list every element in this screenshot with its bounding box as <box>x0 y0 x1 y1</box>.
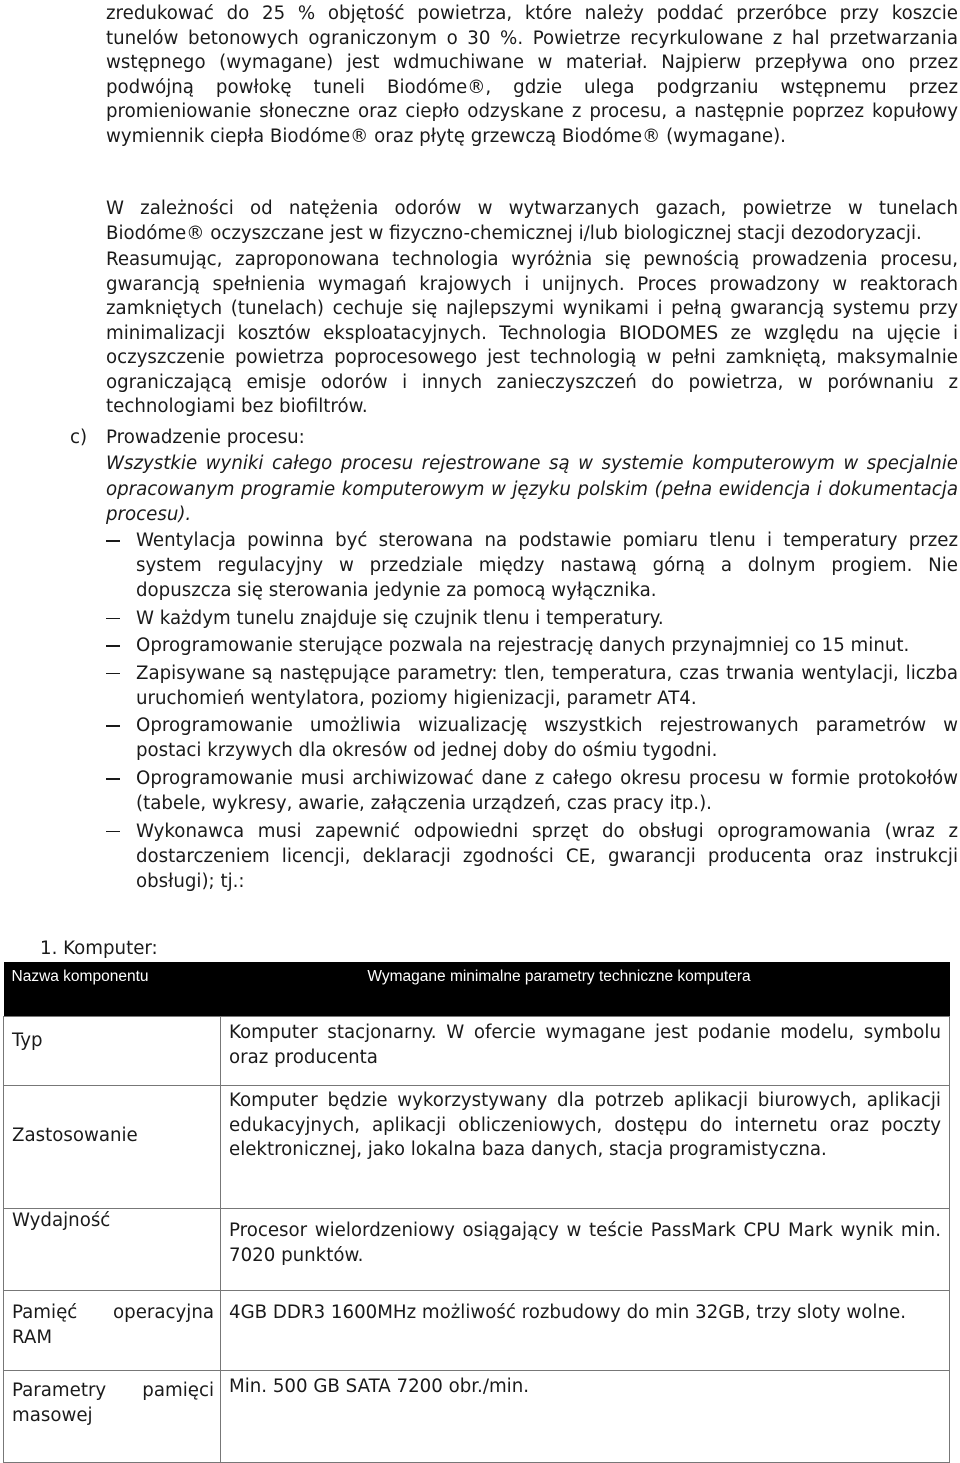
requirements-list <box>106 528 958 896</box>
row-value: Min. 500 GB SATA 7200 obr./min. <box>221 1371 950 1463</box>
dash-bullet-icon <box>106 831 120 833</box>
paragraph-summary: Reasumując, zaproponowana technologia wyróżnia się pewnością prowadzenia procesu, gwarancją spełnienia wymagań krajowych i unijnych. Proces prowadzony w reaktorach zamkniętych (tunelach) cechuje się najlepszymi wynikami i pełną gwarancją systemu przy minimalizacji kosztów eksploatacyjnych. Technologia BIODOMES ze względu na ujęcie i oczyszczenie powietrza poprocesowego jest technologią w pełni zamkniętą, maksymalnie ograniczającą emisje odorów i innych zanieczyszczeń do powietrza, w porównaniu z technologiami bez biofiltrów. <box>106 249 958 417</box>
row-name: Wydajność <box>4 1209 221 1291</box>
header-min-parameters: Wymagane minimalne parametry techniczne komputera <box>221 962 950 1017</box>
komputer-heading: 1. Komputer: <box>40 938 158 959</box>
list-item: Oprogramowanie umożliwia wizualizację wszystkich rejestrowanych parametrów w postaci krzywych dla okresów od jednej doby do ośmiu tygodni. <box>106 713 958 763</box>
list-item: Oprogramowanie sterujące pozwala na rejestrację danych przynajmniej co 15 minut. <box>106 633 958 658</box>
row-value: Procesor wielordzeniowy osiągający w teście PassMark CPU Mark wynik min. 7020 punktów. <box>221 1209 950 1291</box>
row-name: Parametry pamięci masowej <box>4 1371 221 1463</box>
row-name: Typ <box>4 1017 221 1086</box>
list-item: Oprogramowanie musi archiwizować dane z całego okresu procesu w formie protokołów (tabele, wykresy, awarie, załączenia urządzeń, czas pracy itp.). <box>106 766 958 816</box>
row-value: Komputer będzie wykorzystywany dla potrzeb aplikacji biurowych, aplikacji edukacyjnych, aplikacji obliczeniowych, dostępu do internetu oraz poczty elektronicznej, jako lokalna baza danych, stacja programistyczna. <box>221 1086 950 1209</box>
paragraph-deodorization: W zależności od natężenia odorów w wytwarzanych gazach, powietrze w tunelach Biodóme® oczyszczane jest w fizyczno-chemicznej i/lub biologicznej stacji dezodoryzacji. <box>106 198 958 244</box>
section-c-heading: Prowadzenie procesu: <box>106 427 305 448</box>
row-value: 4GB DDR3 1600MHz możliwość rozbudowy do min 32GB, trzy sloty wolne. <box>221 1291 950 1371</box>
list-item: Zapisywane są następujące parametry: tlen, temperatura, czas trwania wentylacji, liczba uruchomień wentylatora, poziomy higienizacji, parametr AT4. <box>106 661 958 711</box>
table-row <box>4 1371 950 1463</box>
row-name: Pamięć operacyjna RAM <box>4 1291 221 1371</box>
dash-bullet-icon <box>106 778 120 780</box>
row-value: Komputer stacjonarny. W ofercie wymagane jest podanie modelu, symbolu oraz producenta <box>221 1017 950 1086</box>
list-item: Wykonawca musi zapewnić odpowiedni sprzęt do obsługi oprogramowania (wraz z dostarczeniem licencji, deklaracji zgodności CE, gwarancji producenta oraz instrukcji obsługi); tj.: <box>106 819 958 894</box>
table-row <box>4 1017 950 1086</box>
list-item: Wentylacja powinna być sterowana na podstawie pomiaru tlenu i temperatury przez system regulacyjny w przedziale między nastawą górną a dolnym progiem. Nie dopuszcza się sterowania jedynie za pomocą wyłącznika. <box>106 528 958 603</box>
table-row <box>4 1291 950 1371</box>
dash-bullet-icon <box>106 725 120 727</box>
table-header-row <box>4 962 950 1017</box>
table-row <box>4 1209 950 1291</box>
section-c-italic-note: Wszystkie wyniki całego procesu rejestrowane są w systemie komputerowym w specjalnie opracowanym programie komputerowym w języku polskim (pełna ewidencja i dokumentacja procesu). <box>106 453 958 525</box>
dash-bullet-icon <box>106 618 120 620</box>
row-name: Zastosowanie <box>4 1086 221 1209</box>
dash-bullet-icon <box>106 673 120 675</box>
dash-bullet-icon <box>106 645 120 647</box>
table-row <box>4 1086 950 1209</box>
header-component-name: Nazwa komponentu <box>4 962 221 1017</box>
section-c-label: c) <box>70 427 88 448</box>
computer-spec-table <box>3 962 950 1463</box>
dash-bullet-icon <box>106 540 120 542</box>
list-item: W każdym tunelu znajduje się czujnik tlenu i temperatury. <box>106 606 958 631</box>
paragraph-recirculation: zredukować do 25 % objętość powietrza, które należy poddać przeróbce przy koszcie tunelów betonowych ograniczonym o 30 %. Powietrze recyrkulowane z hal przetwarzania wstępnego (wymagane) jest wdmuchiwane w materiał. Najpierw przepływa ono przez podwójną powłokę tuneli Biodóme®, gdzie ulega podgrzaniu wstępnemu przez promieniowanie słoneczne oraz ciepło odzyskane z procesu, a następnie poprzez kopułowy wymiennik ciepła Biodóme® oraz płytę grzewczą Biodóme® (wymagane). <box>106 3 958 147</box>
